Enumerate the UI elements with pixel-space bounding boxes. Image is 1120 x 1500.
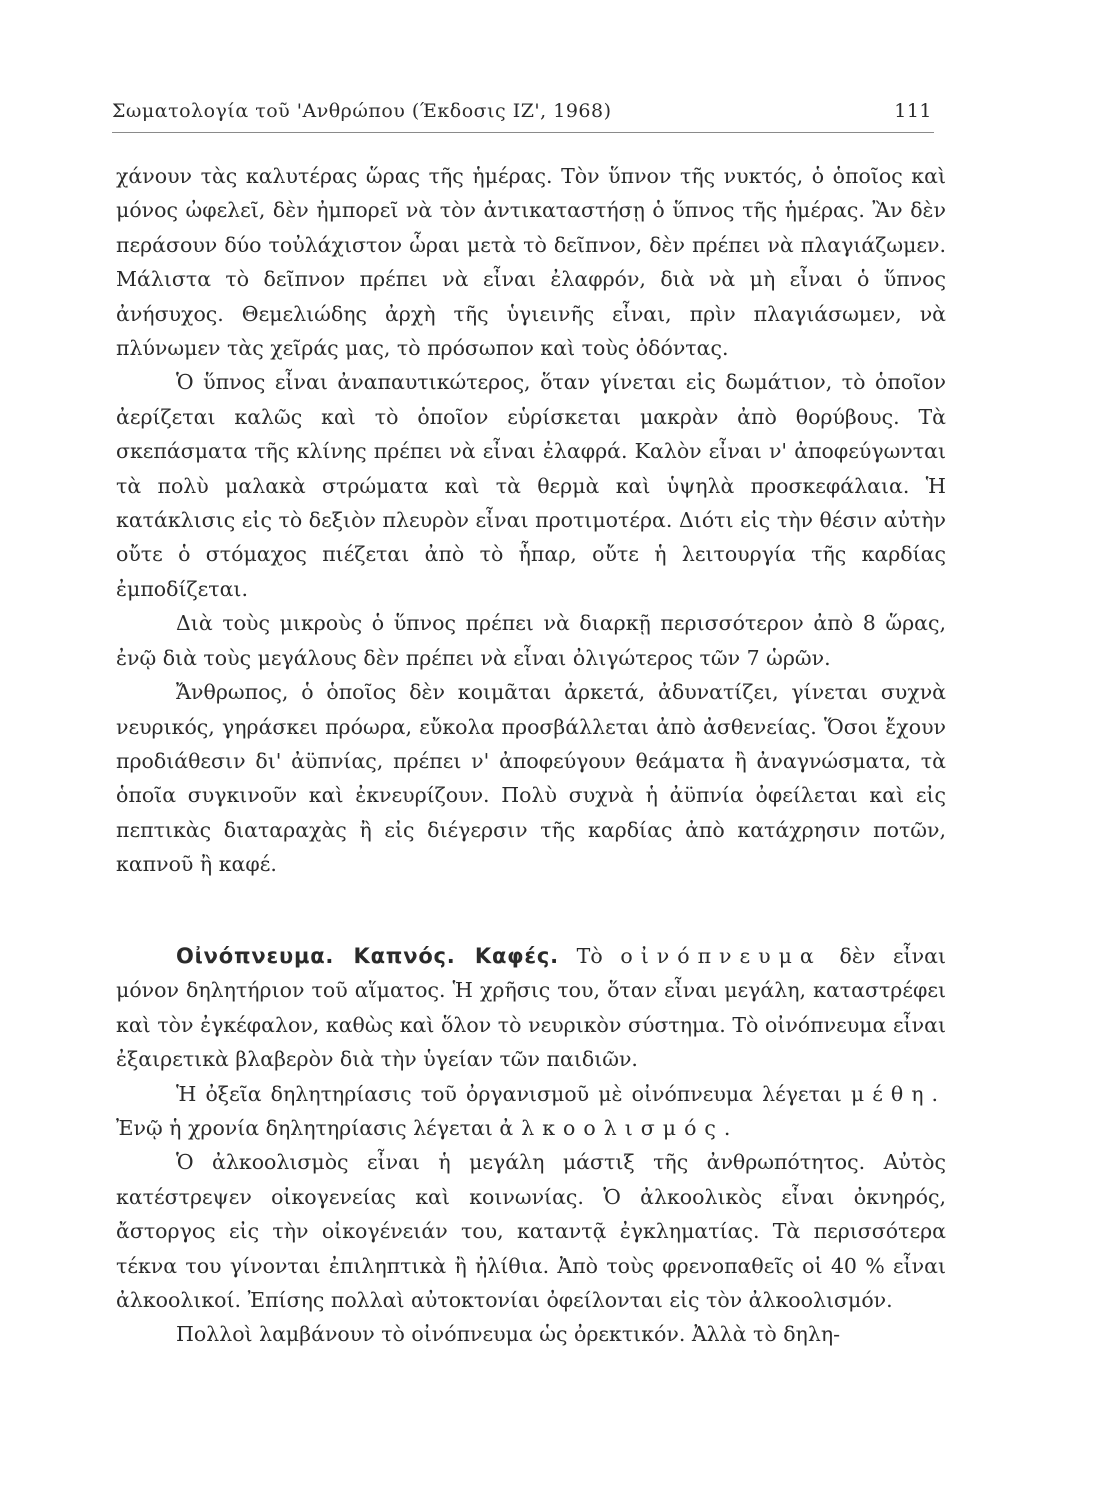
paragraph: Ἄνθρωπος, ὁ ὁποῖος δὲν κοιμᾶται ἀρκετά, ἀδυνατίζει, γίνεται συχνὰ νευρικός, γηράσκει πρόωρα, εὔκολα προσβάλλεται ἀπὸ ἀσθενείας. Ὅσοι ἔχουν προδιάθεσιν δι' ἀϋπνίας, πρέπει ν' ἀποφεύγουν θεάματα ἢ ἀναγνώσματα, τὰ ὁποῖα συγκινοῦν καὶ ἐκνευρίζουν. Πολὺ συχνὰ ἡ ἀϋπνία ὀφείλεται καὶ εἰς πεπτικὰς διαταραχὰς ἢ εἰς διέγερσιν τῆς καρδίας ἀπὸ κατάχρησιν ποτῶν, καπνοῦ ἢ καφέ. (116, 680, 946, 877)
running-title: Σωματολογία τοῦ 'Ανθρώπου (Έκδοσις ΙΖ', 1968) (112, 100, 612, 122)
text-run: Τὸ (576, 944, 603, 968)
paragraph (116, 1077, 946, 1146)
paragraph: Διὰ τοὺς μικροὺς ὁ ὕπνος πρέπει νὰ διαρκῇ περισσότερον ἀπὸ 8 ὥρας, ἐνῷ διὰ τοὺς μεγάλους δὲν πρέπει νὰ εἶναι ὀλιγώτερος τῶν 7 ὡρῶν. (116, 611, 946, 670)
paragraph: χάνουν τὰς καλυτέρας ὥρας τῆς ἡμέρας. Τὸν ὕπνον τῆς νυκτός, ὁ ὁποῖος καὶ μόνος ὠφελεῖ, δὲν ἠμπορεῖ νὰ τὸν ἀντικαταστήσῃ ὁ ὕπνος τῆς ἡμέρας. Ἂν δὲν περάσουν δύο τοὐλάχιστον ὧραι μετὰ τὸ δεῖπνον, δὲν πρέπει νὰ πλαγιάζωμεν. Μάλιστα τὸ δεῖπνον πρέπει νὰ εἶναι ἐλαφρόν, διὰ νὰ μὴ εἶναι ὁ ὕπνος ἀνήσυχος. Θεμελιώδης ἀρχὴ τῆς ὑγιεινῆς εἶναι, πρὶν πλαγιάσωμεν, νὰ πλύνωμεν τὰς χεῖράς μας, τὸ πρόσωπον καὶ τοὺς ὀδόντας. (116, 164, 946, 361)
paragraph (116, 939, 946, 1077)
text-run: Ἐνῷ ἡ χρονία δηλητηρίασις λέγεται (116, 1116, 493, 1141)
page-header (112, 100, 930, 128)
emphasized-term: ἀλκοολισμός. (499, 1116, 739, 1141)
sleep-section (116, 159, 946, 882)
paragraph: Πολλοὶ λαμβάνουν τὸ οἰνόπνευμα ὡς ὀρεκτικόν. Ἀλλὰ τὸ δηλη- (176, 1322, 841, 1347)
emphasized-term: οἰνόπνευμα (620, 944, 822, 968)
header-rule (112, 132, 934, 133)
paragraph: Ὁ ὕπνος εἶναι ἀναπαυτικώτερος, ὅταν γίνεται εἰς δωμάτιον, τὸ ὁποῖον ἀερίζεται καλῶς καὶ τὸ ὁποῖον εὑρίσκεται μακρὰν ἀπὸ θορύβους. Τὰ σκεπάσματα τῆς κλίνης πρέπει νὰ εἶναι ἐλαφρά. Καλὸν εἶναι ν' ἀποφεύγωνται τὰ πολὺ μαλακὰ στρώματα καὶ τὰ θερμὰ καὶ ὑψηλὰ προσκεφάλαια. Ἡ κατάκλισις εἰς τὸ δεξιὸν πλευρὸν εἶναι προτιμοτέρα. Διότι εἰς τὴν θέσιν αὐτὴν οὔτε ὁ στόμαχος πιέζεται ἀπὸ τὸ ἧπαρ, οὔτε ἡ λειτουργία τῆς καρδίας ἐμποδίζεται. (116, 370, 946, 601)
page-number: 111 (894, 100, 932, 122)
emphasized-term: μέθη. (850, 1081, 946, 1106)
text-run: δὲν εἶναι μόνον δηλητήριον τοῦ αἵματος. Ἡ χρῆσις του, ὅταν εἶναι μεγάλη, καταστρέφει καὶ τὸν ἐγκέφαλον, καθὼς καὶ ὅλον τὸ νευρικὸν σύστημα. Τὸ οἰνόπνευμα εἶναι ἐξαιρετικὰ βλαβερὸν διὰ τὴν ὑγείαν τῶν παιδιῶν. (116, 944, 946, 1072)
paragraph: Ὁ ἀλκοολισμὸς εἶναι ἡ μεγάλη μάστιξ τῆς ἀνθρωπότητος. Αὐτὸς κατέστρεψεν οἰκογενείας καὶ κοινωνίας. Ὁ ἀλκοολικὸς εἶναι ὀκνηρός, ἄστοργος εἰς τὴν οἰκογένειάν του, καταντᾷ ἐγκληματίας. Τὰ περισσότερα τέκνα του γίνονται ἐπιληπτικὰ ἢ ἠλίθια. Ἀπὸ τοὺς φρενοπαθεῖς οἱ 40 % εἶναι ἀλκοολικοί. Ἐπίσης πολλαὶ αὐτοκτονίαι ὀφείλονται εἰς τὸν ἀλκοολισμόν. (116, 1150, 946, 1313)
alcohol-section (116, 939, 946, 1352)
section-heading: Οἰνόπνευμα. Καπνός. Καφές. (176, 944, 559, 968)
text-run: Ἡ ὀξεῖα δηλητηρίασις τοῦ ὀργανισμοῦ μὲ οἰνόπνευμα λέγεται (176, 1081, 842, 1106)
